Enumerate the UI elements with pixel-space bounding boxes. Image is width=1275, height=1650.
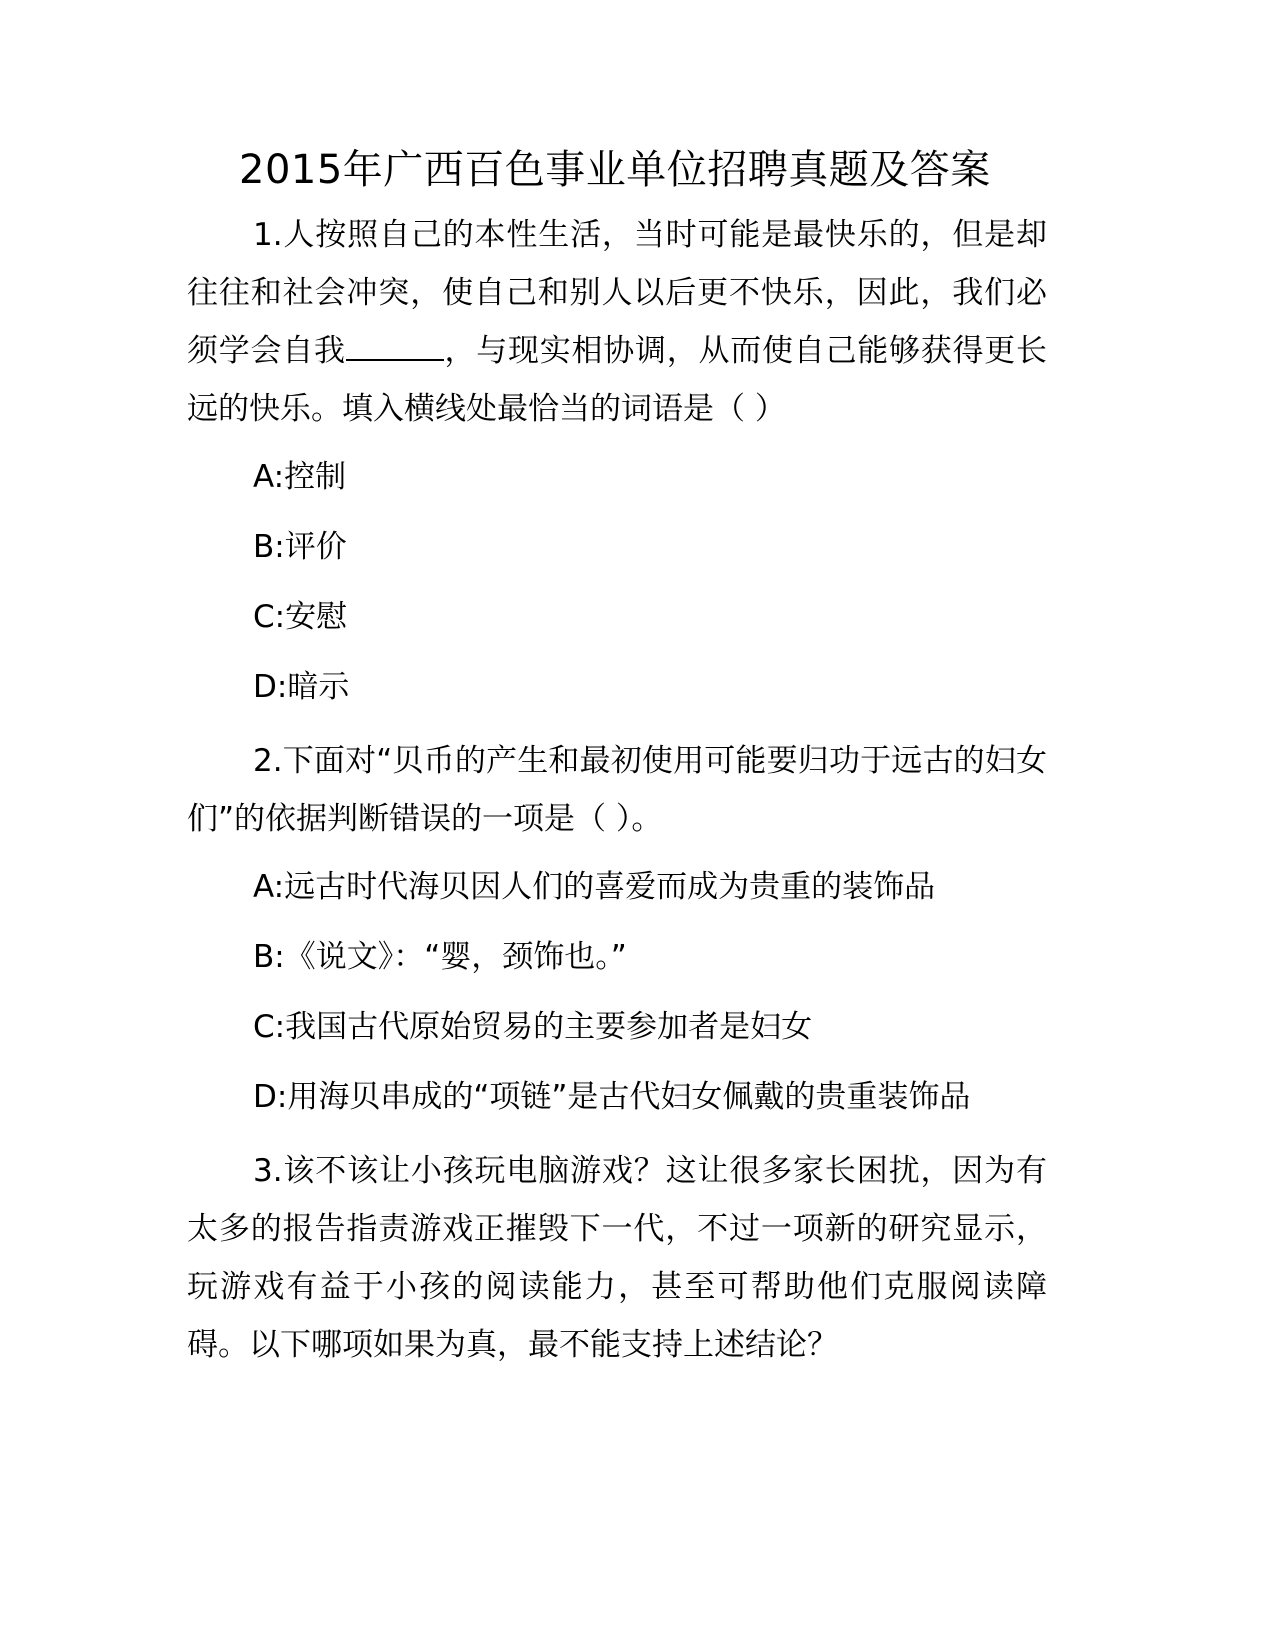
question-3-stem: 3.该不该让小孩玩电脑游戏？这让很多家长困扰，因为有太多的报告指责游戏正摧毁下一代，不过一项新的研究显示，玩游戏有益于小孩的阅读能力，甚至可帮助他们克服阅读障碍。以下哪项如果为真，最不能支持上述结论？ (187, 1153, 1047, 1363)
question-1-option-c: C:安慰 (253, 599, 348, 635)
document-title: 2015年广西百色事业单位招聘真题及答案 (239, 147, 991, 193)
question-1-option-a: A:控制 (253, 459, 347, 495)
question-2-option-b: B:《说文》：“婴，颈饰也。” (253, 939, 627, 975)
question-1-stem (187, 206, 1047, 438)
question-1-stem-before-blank: 1.人按照自己的本性生活，当时可能是最快乐的，但是却往往和社会冲突，使自己和别人以后更不快乐，因此，我们必须学会自我 (187, 217, 1047, 369)
question-2-option-c: C:我国古代原始贸易的主要参加者是妇女 (253, 1009, 813, 1045)
question-1-options (253, 456, 1047, 708)
question-1-option-b: B:评价 (253, 529, 347, 565)
question-2-option-a: A:远古时代海贝因人们的喜爱而成为贵重的装饰品 (253, 869, 936, 905)
question-2-stem: 2.下面对“贝币的产生和最初使用可能要归功于远古的妇女们”的依据判断错误的一项是（ ）。 (187, 743, 1047, 837)
question-2-options (253, 866, 1047, 1118)
question-1-option-d: D:暗示 (253, 669, 350, 705)
question-1-stem-after-blank: ，与现实相协调，从而使自己能够获得更长远的快乐。填入横线处最恰当的词语是（ ） (187, 333, 1047, 427)
question-2-option-d: D:用海贝串成的“项链”是古代妇女佩戴的贵重装饰品 (253, 1079, 971, 1115)
fill-in-blank (346, 329, 444, 361)
